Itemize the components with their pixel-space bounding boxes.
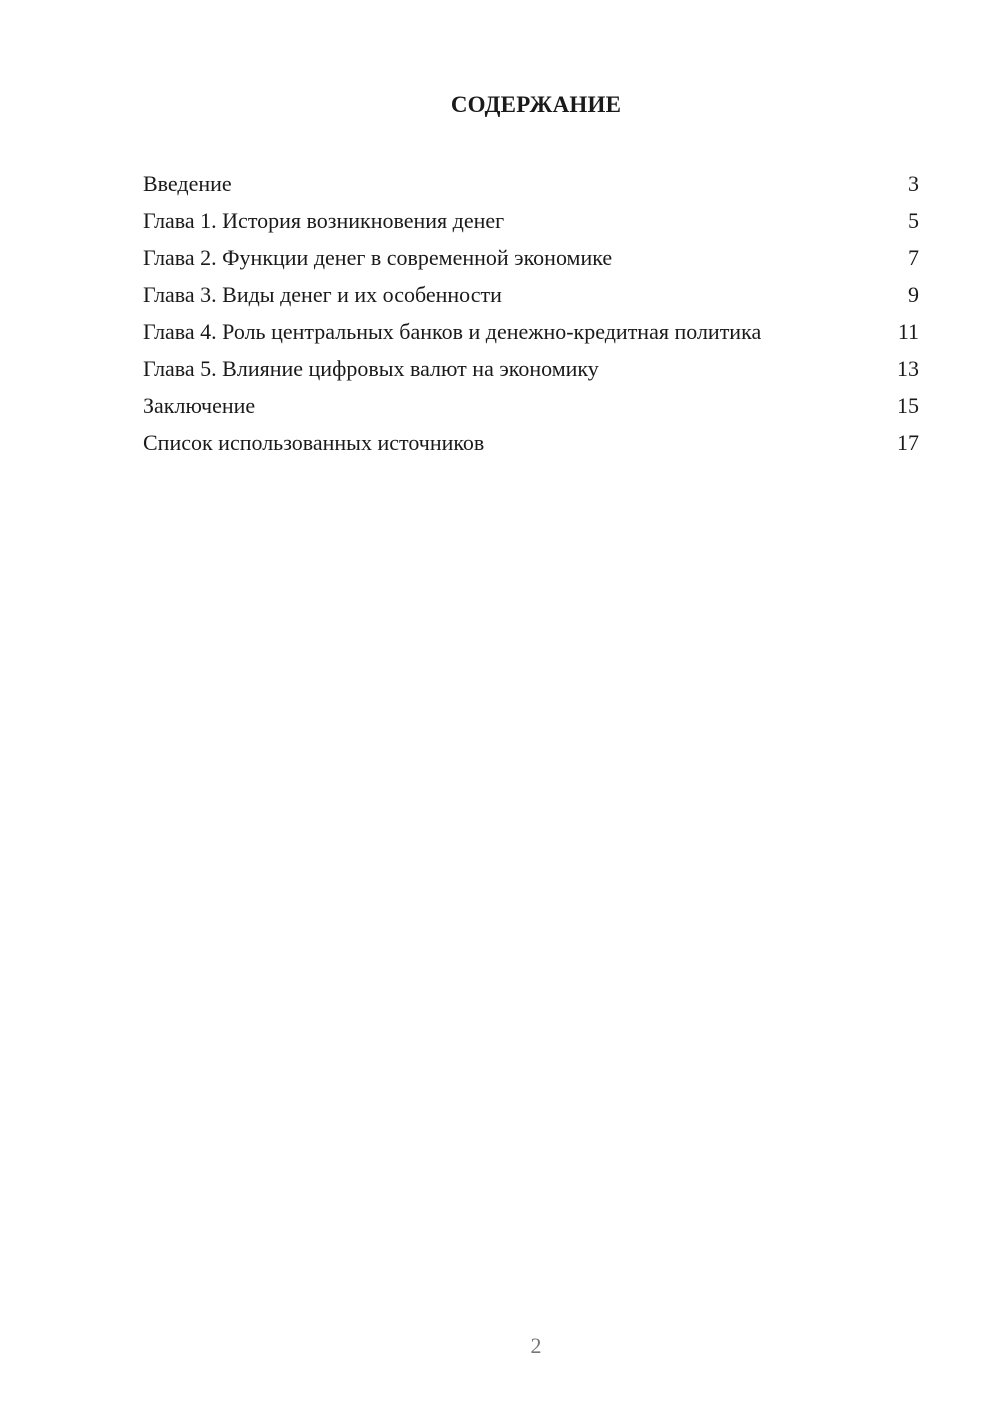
toc-item-title: Глава 3. Виды денег и их особенности <box>143 282 502 307</box>
toc-item-page: 17 <box>897 430 919 455</box>
toc-item-page: 15 <box>897 393 919 418</box>
toc-item-references <box>143 429 919 456</box>
toc-item-introduction <box>143 170 919 197</box>
toc-item-title: Глава 2. Функции денег в современной экономике <box>143 245 613 270</box>
toc-item-title: Введение <box>143 171 232 196</box>
table-of-contents <box>143 170 919 466</box>
page-number: 2 <box>530 1333 542 1358</box>
toc-item-title: Заключение <box>143 393 256 418</box>
toc-item-conclusion <box>143 392 919 419</box>
toc-item-page: 9 <box>908 282 919 307</box>
toc-item-page: 5 <box>908 208 919 233</box>
toc-item-chapter-4 <box>143 318 919 345</box>
toc-item-page: 11 <box>897 319 919 344</box>
page-title: СОДЕРЖАНИЕ <box>450 92 622 117</box>
toc-item-page: 7 <box>908 245 919 270</box>
toc-item-title: Глава 4. Роль центральных банков и денежно-кредитная политика <box>143 319 762 344</box>
toc-item-page: 13 <box>897 356 919 381</box>
toc-item-chapter-3 <box>143 281 919 308</box>
toc-item-chapter-2 <box>143 244 919 271</box>
toc-item-chapter-5 <box>143 355 919 382</box>
toc-item-title: Список использованных источников <box>143 430 485 455</box>
toc-item-title: Глава 1. История возникновения денег <box>143 208 505 233</box>
toc-item-chapter-1 <box>143 207 919 234</box>
toc-item-page: 3 <box>908 171 919 196</box>
toc-item-title: Глава 5. Влияние цифровых валют на экономику <box>143 356 599 381</box>
